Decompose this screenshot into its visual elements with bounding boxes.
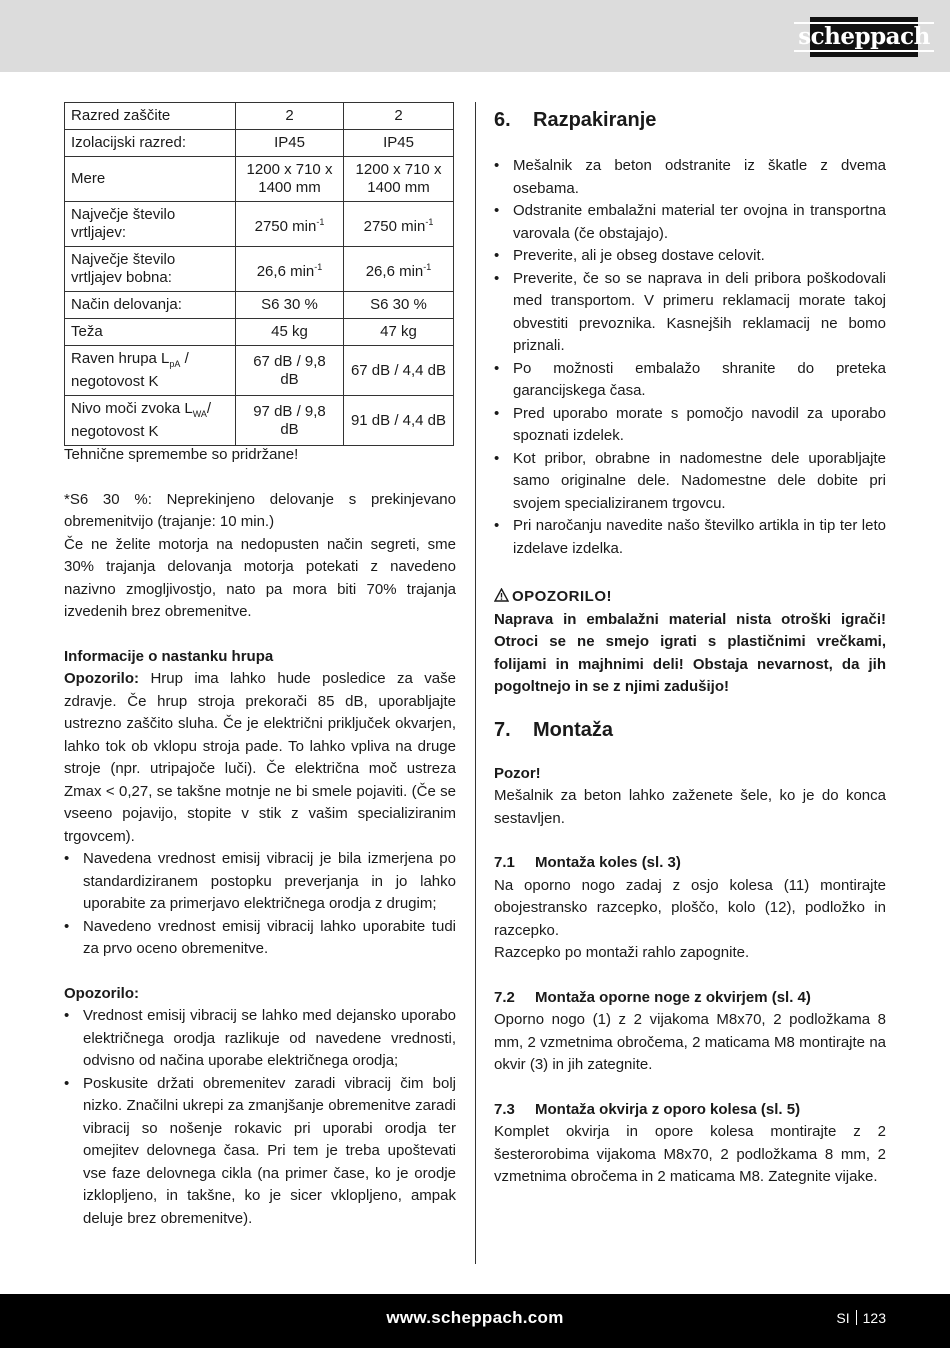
website-link[interactable]: www.scheppach.com [386,1308,564,1327]
column-divider [475,102,476,1264]
section-7-title: 7. Montaža [494,718,613,741]
list-item: • Mešalnik za beton odstranite iz škatle z dvema osebama. [494,157,886,197]
table-row: Teža 45 kg 47 kg [65,319,454,346]
section-6-title: 6. Razpakiranje [494,109,657,131]
subsection-7-1-text: Na oporno nogo zadaj z osjo kolesa (11) montirajte obojestransko razcepko, ploščo, kolo (12), podložko in razcepko. [494,876,886,939]
spec-table [64,102,454,446]
unpacking-list [494,155,886,560]
warning-heading: Opozorilo: [64,984,139,1002]
header-bar [0,0,950,72]
caution-text: Mešalnik za beton lahko zaženete šele, ko je do konca sestavljen. [494,787,886,827]
list-item: • Pred uporabo morate s pomočjo navodil za uporabo spoznati izdelek. [494,404,886,444]
list-item: • Navedena vrednost emisij vibracij je bila izmerjena po standardiziranem postopku preverjanja in jo lahko uporabite za primerjavo električnega orodja z drugim; [64,850,456,912]
table-row: Izolacijski razred: IP45 IP45 [65,130,454,157]
brand-logo: scheppach [810,17,918,57]
caution-label: Pozor! [494,764,541,782]
subsection-7-3-title: 7.3 Montaža okvirja z oporo kolesa (sl. 5) [494,1100,801,1118]
table-row: Raven hrupa $L_{pA}$ / negotovost K 67 dB / 9,8 dB 67 dB / 4,4 dB [65,346,454,396]
list-item: • Vrednost emisij vibracij se lahko med dejansko uporabo električnega orodja razlikuje od navedene vrednosti, odvisno od načina uporabe električnega orodja; [64,1007,456,1069]
list-item: • Preverite, ali je obseg dostave celovit. [494,247,765,264]
subsection-7-3-text: Komplet okvirja in opore kolesa montirajte z 2 šesterorobima vijakoma M8x70, 2 podložkama 8 mm, 2 vzmetnima obročema in 2 maticama M8. Zategnite vijake. [494,1123,886,1185]
list-item: • Poskusite držati obremenitev zaradi vibracij čim bolj nizko. Značilni ukrepi za zmanjšanje obremenitve zaradi vibracij so nošenje rokavic pri uporabi orodja ter omejitev delovnega časa. Pri tem je treba upoštevati vse faze delovnega cikla (na primer čase, ko je orodje izklopljeno, in takšne, ko je sicer vklopljeno, ampak deluje brez obremenitve). [64,1074,456,1227]
noise-warning: Opozorilo: Hrup ima lahko hude posledice za vaše zdravje. Če hrup stroja prekorači 85 dB, uporabljajte ustrezno zaščito sluha. Če je električni priključek okvarjen, lahko tok ob vklopu stroja pade. To lahko vpliva na druge stroje (npr. utripajoče luči). Če električna moč ustreza Zmax < 0,27, se takšne motnje ne bi smele pojaviti. (Če se vseeno pojavijo, stopite v stik z vašim specializiranim trgovcem). [64,670,456,845]
list-item: • Odstranite embalažni material ter ovojna in transportna varovala (če obstajajo). [494,202,886,242]
motor-note: Če ne želite motorja na nedopusten način segreti, sme 30% trajanja delovanja motorja potekati z navedeno nazivno zmogljivostjo, nato pa mora biti 70% trajanja izvedenih brez obremenitve. [64,535,456,620]
table-row: Nivo moči zvoka $L_{WA}/$ negotovost K 97 dB / 9,8 dB 91 dB / 4,4 dB [65,396,454,446]
list-item: • Preverite, če so se naprava in deli pribora poškodovali med transportom. V primeru reklamacij morate takoj obvestiti prevoznika. Kasnejših reklamacij ne bomo priznali. [494,269,886,354]
table-row: Največje število vrtljajev bobna: 26,6 $\min^{-1}$ 26,6 $\min^{-1}$ [65,247,454,292]
list-item: • Pri naročanju navedite našo številko artikla in tip ter leto izdelave izdelka. [494,517,886,557]
page-number: SI 123 [836,1310,886,1326]
list-item: • Navedeno vrednost emisij vibracij lahko uporabite tudi za prvo oceno obremenitve. [64,917,456,957]
noise-heading: Informacije o nastanku hrupa [64,647,274,665]
warning-triangle-icon [494,588,509,602]
subsection-7-2-text: Oporno nogo (1) z 2 vijakoma M8x70, 2 podložkama 8 mm, 2 vzmetnima obročema, 2 maticama M8 montirajte na okvir (3) in jih zategnite. [494,1011,886,1073]
right-column [494,102,886,1189]
table-row: Razred zaščite 2 2 [65,103,454,130]
subsection-7-1-title: 7.1 Montaža koles (sl. 3) [494,854,681,871]
table-row: Mere 1200 x 710 x 1400 mm 1200 x 710 x 1400 mm [65,157,454,202]
subsection-7-2-title: 7.2 Montaža oporne noge z okvirjem (sl. 4) [494,988,811,1006]
subsection-7-1-text2: Razcepko po montaži rahlo zapognite. [494,944,750,961]
warning-title: OPOZORILO! [494,586,886,609]
list-item: • Po možnosti embalažo shranite do preteka garancijskega časa. [494,359,886,399]
vibration-list [64,848,456,961]
list-item: • Kot pribor, obrabne in nadomestne dele uporabljajte samo originalne dele. Nadomestne dele dobite pri svojem specializiranem trgovcu. [494,449,886,512]
table-row: Način delovanja: S6 30 % S6 30 % [65,292,454,319]
left-column [64,102,456,1230]
s6-note: *S6 30 %: Neprekinjeno delovanje s prekinjevano obremenitvijo (trajanje: 10 min.) [64,490,456,530]
warning-text: Naprava in embalažni material nista otroški igrači! Otroci se ne smejo igrati s plastičnimi vrečkami, folijami in majhnimi deli! Obstaja nevarnost, da jih pogoltnejo in se z njimi zadušijo! [494,610,886,695]
footer-bar [0,1294,950,1348]
tech-changes-note: Tehnične spremembe so pridržane! [64,446,299,463]
vibration-warning-list [64,1005,456,1230]
table-row: Največje število vrtljajev: 2750 $\min^{-1}$ 2750 $\min^{-1}$ [65,202,454,247]
